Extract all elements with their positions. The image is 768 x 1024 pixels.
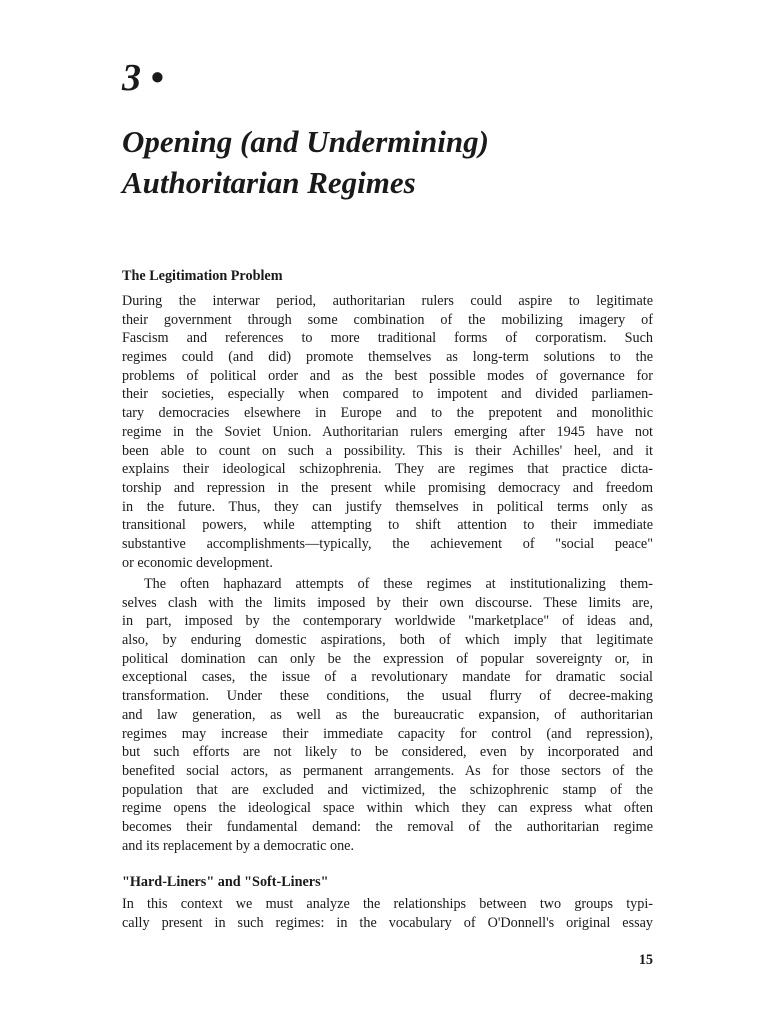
- section-heading-hard-soft-liners: "Hard-Liners" and "Soft-Liners": [122, 874, 329, 890]
- chapter-title: [122, 121, 682, 203]
- text-line: substantive accomplishments—typically, the achievement of "social peace": [122, 535, 653, 552]
- text-line: torship and repression in the present while promising democracy and freedom: [122, 479, 653, 496]
- text-line: regimes may increase their immediate capacity for control (and repression),: [122, 725, 653, 742]
- text-line: transitional powers, while attempting to shift attention to their immediate: [122, 517, 653, 534]
- text-line: Fascism and references to more traditional forms of corporatism. Such: [122, 330, 653, 347]
- text-line: and law generation, as well as the bureaucratic expansion, of authoritarian: [122, 706, 653, 723]
- text-line: in the future. Thus, they can justify themselves in political terms only as: [122, 498, 653, 515]
- text-line: tary democracies elsewhere in Europe and to the prepotent and monolithic: [122, 405, 653, 422]
- text-line: During the interwar period, authoritarian rulers could aspire to legitimate: [122, 293, 653, 309]
- text-line: cally present in such regimes: in the vocabulary of O'Donnell's original essay: [122, 914, 653, 931]
- paragraph-1: [122, 292, 653, 572]
- text-line: political domination can only be the expression of popular sovereignty or, in: [122, 650, 653, 667]
- text-line: population that are excluded and victimized, the schizophrenic stamp of the: [122, 781, 653, 798]
- chapter-title-line: Authoritarian Regimes: [122, 165, 416, 200]
- text-line: also, by enduring domestic aspirations, both of which imply that legitimate: [122, 632, 653, 649]
- text-line: been able to count on such a possibility. This is their Achilles' heel, and it: [122, 442, 653, 459]
- text-line: The often haphazard attempts of these regimes at institutionalizing them-: [144, 576, 653, 592]
- text-line: their societies, especially when compared to impotent and divided parliamen-: [122, 386, 653, 403]
- text-line: benefited social actors, as permanent arrangements. As for those sectors of the: [122, 762, 653, 779]
- text-line: or economic development.: [122, 554, 273, 571]
- text-line: exceptional cases, the issue of a revolutionary mandate for dramatic social: [122, 669, 653, 686]
- text-line: In this context we must analyze the relationships between two groups typi-: [122, 896, 653, 912]
- page-number: 15: [638, 952, 653, 968]
- text-line: in part, imposed by the contemporary worldwide "marketplace" of ideas and,: [122, 613, 653, 630]
- text-line: transformation. Under these conditions, the usual flurry of decree-making: [122, 688, 653, 705]
- section-heading-legitimation: The Legitimation Problem: [122, 268, 283, 284]
- text-line: selves clash with the limits imposed by their own discourse. These limits are,: [122, 594, 653, 611]
- chapter-number: 3 •: [122, 57, 164, 99]
- text-line: regime opens the ideological space within which they can express what often: [122, 800, 653, 817]
- text-line: regimes could (and did) promote themselves as long-term solutions to the: [122, 349, 653, 366]
- text-line: problems of political order and as the best possible modes of governance for: [122, 367, 653, 384]
- text-line: becomes their fundamental demand: the removal of the authoritarian regime: [122, 818, 653, 835]
- text-line: but such efforts are not likely to be considered, even by incorporated and: [122, 744, 653, 761]
- paragraph-2: [122, 575, 653, 855]
- paragraph-3: [122, 895, 653, 932]
- text-line: regime in the Soviet Union. Authoritarian rulers emerging after 1945 have not: [122, 423, 653, 440]
- text-line: and its replacement by a democratic one.: [122, 837, 355, 854]
- text-line: their government through some combination of the mobilizing imagery of: [122, 311, 653, 328]
- chapter-title-line: Opening (and Undermining): [122, 124, 489, 159]
- text-line: explains their ideological schizophrenia. They are regimes that practice dicta-: [122, 461, 653, 478]
